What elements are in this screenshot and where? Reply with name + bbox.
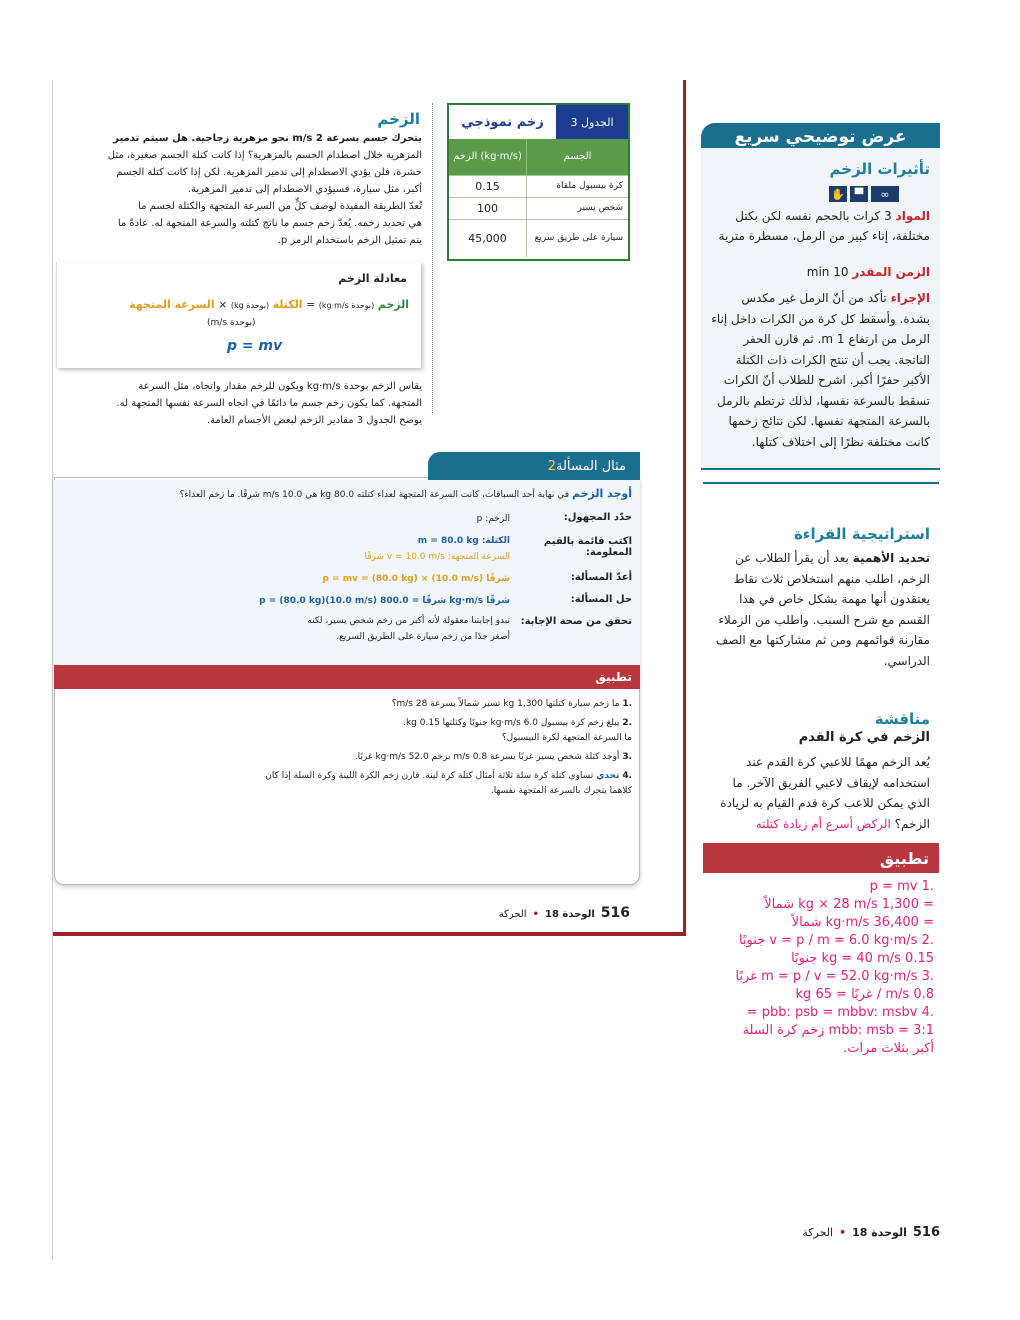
footer-unit: الوحدة 18 bbox=[545, 909, 595, 920]
step-content: الزخم: p bbox=[476, 514, 510, 524]
problem-statement bbox=[60, 486, 632, 503]
practice-num: .2 bbox=[622, 718, 632, 728]
col-object-header: الجسم bbox=[563, 151, 592, 162]
eq-momentum-word: الزخم bbox=[377, 298, 409, 311]
eq-mass-word: الكتلة bbox=[272, 298, 303, 311]
eq-equals: = bbox=[306, 298, 316, 311]
intro-line: يتم تمثيل الزخم باستخدام الرمز p. bbox=[277, 235, 422, 246]
intro-line: المزهرية خلال اصطدام الجسم بالمزهرية؟ إذا كانت كتلة الجسم صغيرة، مثل bbox=[107, 150, 422, 161]
col-momentum-header: الزخم (kg·m/s) bbox=[449, 139, 527, 175]
answer-line: .4 pbb: psb = mbbv: msbv = bbox=[746, 1005, 934, 1020]
eq-velocity-word: السرعة المتجهة bbox=[129, 298, 215, 311]
materials-paragraph bbox=[708, 206, 930, 246]
demo-title: تأثيرات الزخم bbox=[829, 160, 930, 178]
answer-line: = 36,400 kg·m/s شمالاً bbox=[791, 915, 934, 930]
answer-line: 0.15 kg = 40 m/s جنوبًا bbox=[791, 951, 934, 966]
discussion-subheading: الزخم في كرة القدم bbox=[798, 730, 930, 745]
equation-formula bbox=[227, 338, 282, 354]
step-label: أعدّ المسألة: bbox=[570, 572, 632, 583]
table-row bbox=[449, 197, 628, 219]
procedure-paragraph bbox=[708, 288, 930, 452]
cell-momentum: 45,000 bbox=[449, 220, 527, 257]
intro-bold-line: يتحرك جسم بسرعة 2 m/s نحو مزهرية زجاجية. هل سيتم تدمير bbox=[113, 133, 422, 144]
practice-text-2: ما السرعة المتجهة لكرة البيسبول؟ bbox=[501, 733, 632, 743]
student-footer bbox=[470, 905, 630, 921]
answer-line: mbb: msb = 3:1 زخم كرة السلة bbox=[742, 1023, 934, 1038]
answer-line: .2 v = p / m = 6.0 kg·m/s جنوبًا bbox=[738, 933, 934, 948]
table-number: الجدول 3 bbox=[556, 105, 628, 139]
reading-strategy-heading: استراتيجية القراءة bbox=[793, 525, 930, 543]
reading-lead: تحديد الأهمية bbox=[852, 551, 930, 565]
practice-num: .3 bbox=[622, 752, 632, 762]
practice-lead: تحدي bbox=[596, 771, 620, 781]
intro-line: تُعدّ الطريقة المفيدة لوصف كلٍّ من السرعة المتجهة والكتلة لجسم ما bbox=[138, 201, 422, 212]
momentum-table bbox=[447, 103, 630, 261]
step-content-2: أصغر جدًا من زخم سيارة على الطريق السريع. bbox=[336, 632, 510, 642]
page-bottom-border bbox=[52, 932, 686, 936]
quick-demo-banner: عرض توضيحي سريع bbox=[701, 123, 940, 151]
practice-bar: تطبيق bbox=[54, 665, 640, 689]
cell-momentum: 0.15 bbox=[449, 176, 527, 197]
eq-times: × bbox=[218, 298, 228, 311]
example-tab bbox=[428, 452, 640, 480]
time-label: الزمن المقدر bbox=[852, 265, 930, 279]
answer-line: = 1,300 kg × 28 m/s شمالاً bbox=[764, 897, 934, 912]
table-row bbox=[449, 219, 628, 257]
eq-unit-mass: (بوحدة kg) bbox=[230, 301, 270, 310]
formula-p: p bbox=[227, 338, 238, 354]
intro-line: هي تحديد زخمه. يُعدّ زخم جسم ما ناتج كتلته والسرعة المتجهة له. عادةً ما bbox=[117, 218, 422, 229]
equation-title: معادلة الزخم bbox=[338, 272, 407, 285]
practice-answers bbox=[708, 878, 934, 1058]
practice-text: ما زخم سيارة كتلتها 1,300 kg تسير شمالاً بسرعة 28 m/s؟ bbox=[391, 699, 620, 709]
footer-unit: الوحدة 18 bbox=[852, 1226, 907, 1239]
footer-bullet: • bbox=[839, 1226, 847, 1239]
problem-lead: أوجد الزخم bbox=[571, 487, 632, 500]
goggles-icon: ∞ bbox=[871, 186, 899, 202]
footer-topic: الحركة bbox=[498, 909, 527, 920]
answer-line: .1 p = mv bbox=[869, 879, 934, 894]
cell-momentum: 100 bbox=[449, 198, 527, 219]
procedure-label: الإجراء bbox=[890, 291, 930, 305]
practice-list bbox=[60, 697, 632, 799]
step-label: اكتب قائمة بالقيم المعلومة: bbox=[543, 536, 632, 558]
practice-num: .4 bbox=[622, 771, 632, 781]
footer-bullet: • bbox=[532, 909, 540, 920]
practice-item bbox=[60, 750, 632, 765]
column-divider bbox=[432, 103, 433, 413]
table-header bbox=[449, 139, 628, 175]
eq-unit-momentum: (بوحدة kg·m/s) bbox=[318, 301, 375, 310]
practice-text: أوجد كتلة شخص يسير غربًا بسرعة 0.8 m/s بزخم 52.0 kg·m/s غربًا. bbox=[354, 752, 620, 762]
practice-item bbox=[60, 769, 632, 799]
practice-text: تساوي كتلة كرة سلة ثلاثة أمثال كتلة كرة لينة. قارن زخم الكرة اللينة وكرة السلة إذا كان bbox=[265, 771, 594, 781]
teacher-footer bbox=[780, 1225, 940, 1240]
table-row bbox=[449, 175, 628, 197]
practice-num: .1 bbox=[622, 699, 632, 709]
example-label: مثال المسألة bbox=[555, 458, 626, 474]
materials-label: المواد bbox=[895, 209, 930, 223]
discussion-heading: مناقشة bbox=[874, 710, 930, 728]
problem-text: في نهاية أحد السباقات، كانت السرعة المتجهة لعداء كتلته 80.0 kg هي 10.0 m/s شرقًا. ما زخم العداء؟ bbox=[179, 490, 570, 500]
step-label: حدّد المجهول: bbox=[563, 512, 632, 523]
units-line: المتجهة. كما يكون زخم جسم ما دائمًا في اتجاه السرعة نفسها المتجهة له. bbox=[116, 398, 422, 409]
units-line: يوضح الجدول 3 مقادير الزخم لبعض الأجسام العامة. bbox=[206, 415, 422, 426]
momentum-heading: الزخم bbox=[377, 110, 420, 128]
intro-paragraph bbox=[58, 130, 422, 249]
scan-edge bbox=[52, 80, 53, 1260]
example-number: 2 bbox=[547, 458, 556, 474]
units-line: يقاس الزخم بوحدة kg·m/s ويكون للزخم مقدار واتجاه، مثل السرعة bbox=[138, 381, 422, 392]
time-value: 10 min bbox=[806, 265, 849, 279]
step-content: الكتلة: m = 80.0 kg bbox=[417, 536, 510, 546]
hands-icon: ✋ bbox=[829, 186, 847, 202]
step-content: p = (80.0 kg)(10.0 m/s) شرقًا = 800.0 kg·m/s شرقًا bbox=[259, 596, 510, 606]
equation-box bbox=[56, 262, 421, 368]
step-content: p = mv = (80.0 kg) × (10.0 m/s) شرقًا bbox=[322, 574, 510, 584]
footer-page-number: 516 bbox=[600, 905, 630, 921]
formula-rest: = mv bbox=[241, 338, 283, 354]
section-divider bbox=[703, 482, 939, 484]
step-content-2: السرعة المتجهة: v = 10.0 m/s شرقًا bbox=[364, 552, 510, 562]
footer-page-number: 516 bbox=[912, 1225, 940, 1240]
eq-unit-velocity: (بوحدة m/s) bbox=[207, 318, 256, 328]
reading-text: بعد أن يقرأ الطلاب عن الزخم، اطلب منهم استخلاص ثلاث نقاط يعتقدون أنها مهمة بشكل خاص في هذا القسم مع شرح السبب. واطلب من الزملاء مقارنة قوائمهم ومن ثم مشاركتها مع الصف الدراسي. bbox=[715, 551, 930, 668]
discussion-answer: الركض أسرع أم زيادة كتلته bbox=[755, 816, 891, 831]
practice-text-2: كلاهما يتحرك بالسرعة المتجهة نفسها. bbox=[490, 786, 632, 796]
table-title-row bbox=[449, 105, 628, 139]
safety-icons bbox=[826, 186, 899, 202]
intro-line: أكبر، مثل سيارة، فسيؤدي الاصطدام إلى تدمير المزهرية. bbox=[187, 184, 422, 195]
reading-strategy-paragraph bbox=[708, 548, 930, 671]
cell-object: شخص يسير bbox=[577, 203, 623, 213]
practice-item bbox=[60, 716, 632, 746]
cell-object: كرة بيسبول ملقاة bbox=[556, 181, 623, 191]
practice-text: يبلغ زخم كرة بيسبول 6.0 kg·m/s جنوبًا وكتلتها 0.15 kg. bbox=[403, 718, 620, 728]
table-title: زخم نموذجي bbox=[461, 114, 544, 130]
intro-line: حشرة، فلن يؤدي الاصطدام إلى تدمير المزهرية. لكن إذا كانت كتلة الجسم bbox=[116, 167, 422, 178]
discussion-text: يُعد الزخم مهمًا للاعبي كرة القدم عند استخدامه لإيقاف لاعبي الفريق الآخر. ما الذي يمكن للاعب كرة قدم القيام به لزيادة الزخم؟ bbox=[720, 755, 930, 831]
cell-object: سيارة على طريق سريع bbox=[534, 233, 623, 243]
example-steps bbox=[60, 510, 632, 660]
time-paragraph bbox=[708, 265, 930, 279]
answer-line: 0.8 m/s / غربًا = 65 kg bbox=[795, 987, 934, 1002]
teacher-practice-bar: تطبيق bbox=[703, 843, 939, 873]
equation-words bbox=[129, 298, 409, 311]
materials-text: 3 كرات بالحجم نفسه لكن بكتل مختلفة، إناء كبير من الرمل، مسطرة مترية bbox=[718, 209, 930, 243]
step-label: تحقق من صحة الإجابة: bbox=[520, 616, 632, 627]
answer-line: .3 m = p / v = 52.0 kg·m/s غربًا bbox=[735, 969, 934, 984]
answer-line: أكبر بثلاث مرات. bbox=[843, 1041, 934, 1056]
step-label: حل المسألة: bbox=[570, 594, 632, 605]
step-content: تبدو إجابتنا معقولة لأنه أكبر من زخم شخص يسير، لكنه bbox=[307, 616, 510, 626]
discussion-paragraph bbox=[708, 752, 930, 834]
procedure-text: تأكد من أنّ الرمل غير مكدس بشدة. وأسقط كل كرة من الكرات داخل إناء الرمل من ارتفاع 1 m. ثم قارن الحفر الناتجة. يجب أن تنتج الكرات ذات الكتلة الأكبر حفرًا أكبر. اشرح للطلاب أنّ الكرات تسقط بالسرعة نفسها، لذلك ترتطم بالرمل بالسرعة المتجهة نفسها. لكن نتائج زخمها كانت مختلفة نظرًا إلى اختلاف كتلها. bbox=[711, 291, 930, 449]
bench-icon: ▀ bbox=[850, 186, 868, 202]
practice-item bbox=[60, 697, 632, 712]
footer-topic: الحركة bbox=[802, 1226, 834, 1239]
units-paragraph bbox=[58, 378, 422, 429]
